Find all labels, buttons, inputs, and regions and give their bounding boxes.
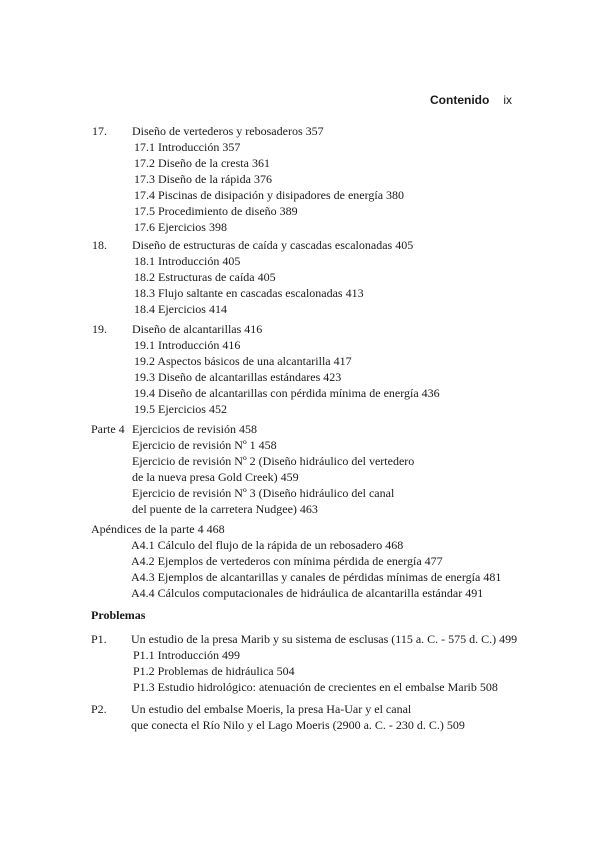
section-entry: 17.4 Piscinas de disipación y disipadores de energía 380 <box>134 188 405 202</box>
problem-section: P1.3 Estudio hidrológico: atenuación de crecientes en el embalse Marib 508 <box>133 680 498 694</box>
chapter-number: 18. <box>92 238 107 252</box>
part-entry: Ejercicios de revisión 458 <box>132 422 257 436</box>
chapter-title: Diseño de vertederos y rebosaderos 357 <box>132 124 324 138</box>
section-entry: 18.1 Introducción 405 <box>134 254 241 268</box>
section-entry: 18.2 Estructuras de caída 405 <box>134 270 276 284</box>
chapter-title: Diseño de estructuras de caída y cascadas escalonadas 405 <box>132 238 414 252</box>
section-entry: 17.1 Introducción 357 <box>134 140 241 154</box>
problem-section: P1.1 Introducción 499 <box>133 648 240 662</box>
section-entry: 17.2 Diseño de la cresta 361 <box>134 156 270 170</box>
part-entry: Ejercicio de revisión Nº 1 458 <box>132 438 277 452</box>
problem-title: que conecta el Río Nilo y el Lago Moeris (2900 a. C. - 230 d. C.) 509 <box>131 718 465 732</box>
page-number: ix <box>503 93 512 107</box>
appendix-entry: A4.2 Ejemplos de vertederos con mínima pérdida de energía 477 <box>131 554 443 568</box>
appendix-entry: A4.1 Cálculo del flujo de la rápida de un rebosadero 468 <box>131 538 404 552</box>
section-entry: 19.2 Aspectos básicos de una alcantarilla 417 <box>134 354 352 368</box>
appendix-entry: A4.4 Cálculos computacionales de hidráulica de alcantarilla estándar 491 <box>131 586 484 600</box>
problems-heading: Problemas <box>91 608 146 622</box>
section-entry: 17.6 Ejercicios 398 <box>134 220 227 234</box>
chapter-number: 19. <box>92 322 107 336</box>
part-entry: Ejercicio de revisión Nº 2 (Diseño hidráulico del vertedero <box>132 454 415 468</box>
running-header <box>430 93 512 108</box>
section-entry: 18.4 Ejercicios 414 <box>134 302 227 316</box>
section-entry: 19.3 Diseño de alcantarillas estándares 423 <box>134 370 342 384</box>
part-entry: del puente de la carretera Nudgee) 463 <box>132 502 318 516</box>
part-label: Parte 4 <box>91 422 125 436</box>
appendices-title: Apéndices de la parte 4 468 <box>91 522 225 536</box>
section-entry: 19.4 Diseño de alcantarillas con pérdida mínima de energía 436 <box>134 386 440 400</box>
problem-number: P2. <box>91 702 107 716</box>
chapter-title: Diseño de alcantarillas 416 <box>132 322 263 336</box>
problem-number: P1. <box>91 632 107 646</box>
section-entry: 18.3 Flujo saltante en cascadas escalonadas 413 <box>134 286 364 300</box>
section-entry: 19.1 Introducción 416 <box>134 338 241 352</box>
section-entry: 17.3 Diseño de la rápida 376 <box>134 172 272 186</box>
chapter-number: 17. <box>92 124 107 138</box>
section-entry: 17.5 Procedimiento de diseño 389 <box>134 204 298 218</box>
problem-title: Un estudio de la presa Marib y su sistema de esclusas (115 a. C. - 575 d. C.) 499 <box>131 632 518 646</box>
problem-section: P1.2 Problemas de hidráulica 504 <box>133 664 295 678</box>
running-header-title: Contenido <box>430 93 490 107</box>
problem-title: Un estudio del embalse Moeris, la presa Ha-Uar y el canal <box>131 702 412 716</box>
section-entry: 19.5 Ejercicios 452 <box>134 402 227 416</box>
appendix-entry: A4.3 Ejemplos de alcantarillas y canales de pérdidas mínimas de energía 481 <box>131 570 502 584</box>
part-entry: Ejercicio de revisión Nº 3 (Diseño hidráulico del canal <box>132 486 395 500</box>
part-entry: de la nueva presa Gold Creek) 459 <box>132 470 299 484</box>
